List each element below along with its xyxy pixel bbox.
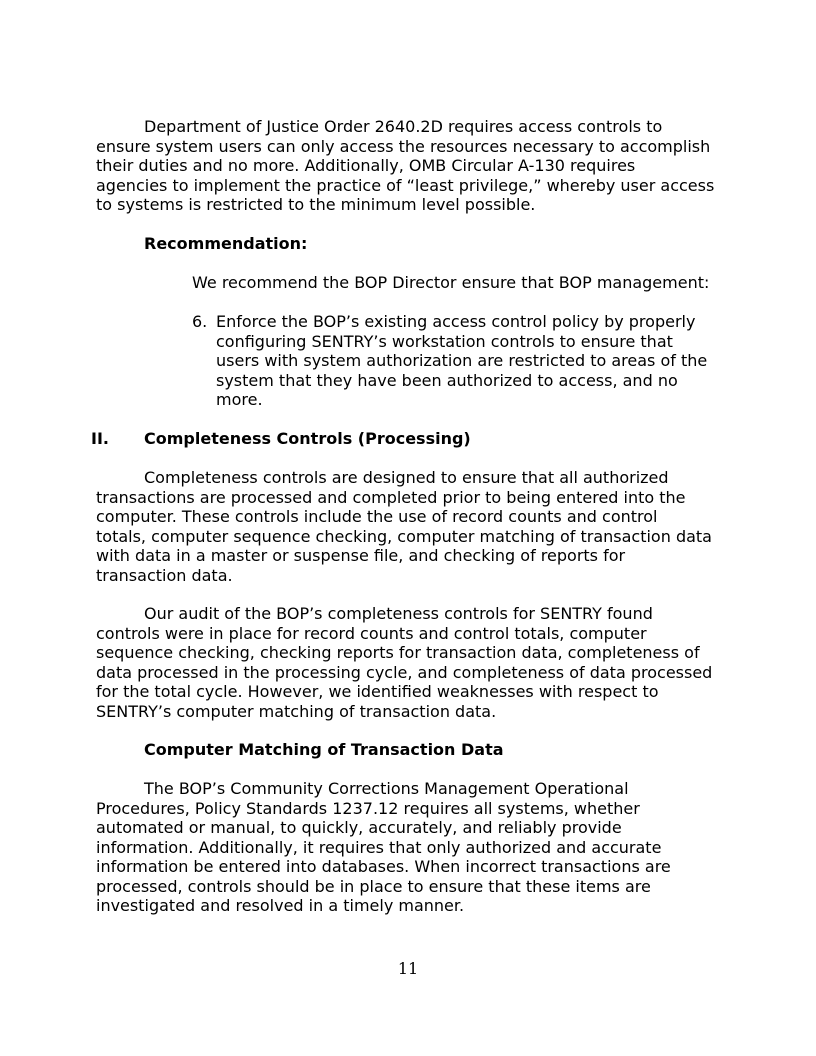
section-number: II. — [91, 429, 109, 448]
paragraph-audit-findings: Our audit of the BOP’s completeness controls for SENTRY found controls were in place for record counts and control totals, computer sequence checking, checking reports for transaction data, completeness of data processed in the processing cycle, and completeness of data processed for the total cycle. However, we identified weaknesses with respect to SENTRY’s computer matching of transaction data. — [96, 604, 713, 721]
recommendation-item-number: 6. — [192, 312, 208, 331]
page-number: 11 — [397, 959, 419, 978]
recommendation-item-text: Enforce the BOP’s existing access control policy by properly configuring SENTRY’s workstation controls to ensure that users with system authorization are restricted to areas of the system that they have been authorized to access, and no more. — [216, 312, 708, 409]
paragraph-completeness-definition: Completeness controls are designed to ensure that all authorized transactions are processed and completed prior to being entered into the computer. These controls include the use of record counts and control totals, computer sequence checking, computer matching of transaction data with data in a master or suspense file, and checking of reports for transaction data. — [96, 468, 712, 585]
subheading-computer-matching: Computer Matching of Transaction Data — [144, 740, 504, 759]
section-title: Completeness Controls (Processing) — [144, 429, 471, 448]
paragraph-policy-standards: The BOP’s Community Corrections Management Operational Procedures, Policy Standards 1237.12 requires all systems, whether automated or manual, to quickly, accurately, and reliably provide information. Additionally, it requires that only authorized and accurate information be entered into databases. When incorrect transactions are processed, controls should be in place to ensure that these items are investigated and resolved in a timely manner. — [96, 779, 671, 915]
recommendation-intro: We recommend the BOP Director ensure that BOP management: — [192, 273, 710, 292]
recommendation-heading: Recommendation: — [144, 234, 308, 253]
paragraph-access-controls: Department of Justice Order 2640.2D requires access controls to ensure system users can only access the resources necessary to accomplish their duties and no more. Additionally, OMB Circular A-130 requires agencies to implement the practice of “least privilege,” whereby user access to systems is restricted to the minimum level possible. — [96, 117, 715, 214]
